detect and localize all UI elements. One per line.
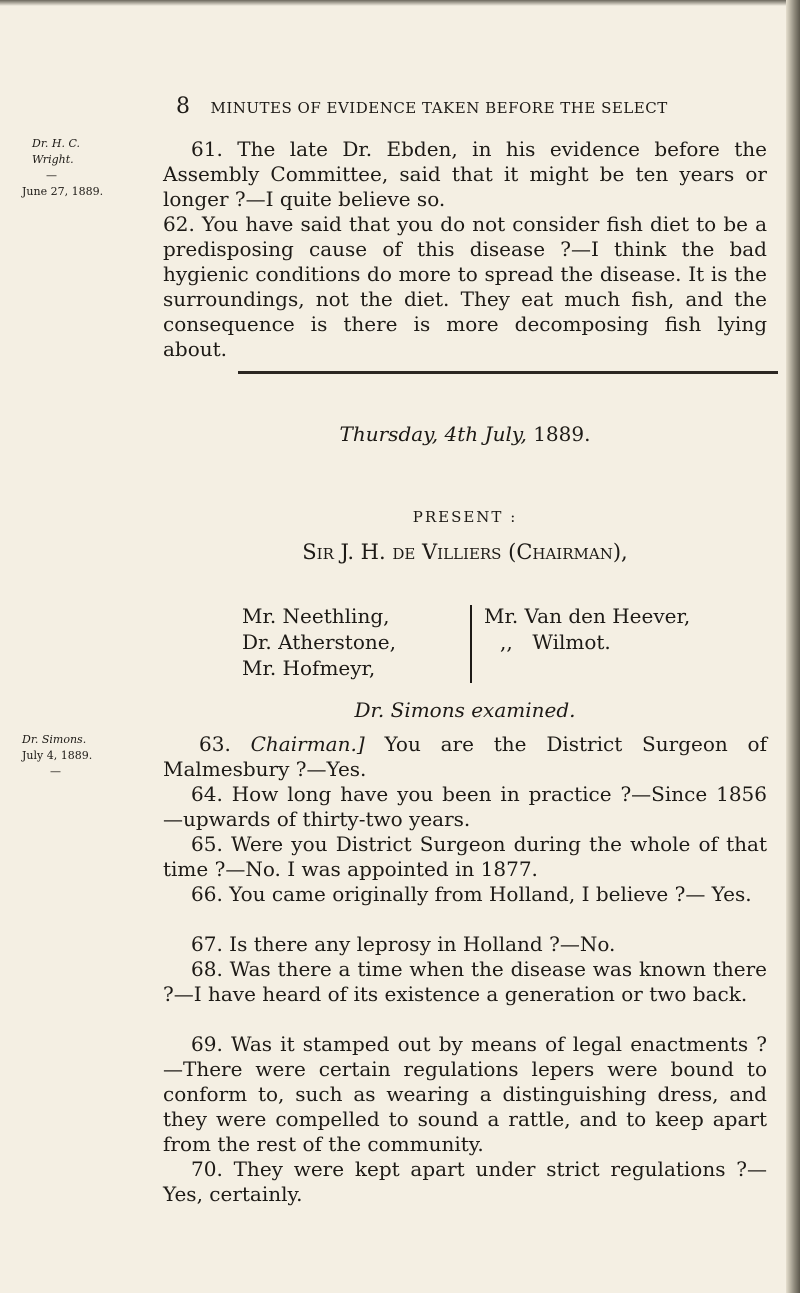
- question-text: You are the District Surgeon of Malmesbury ?—Yes.: [163, 732, 768, 781]
- question-number: 68.: [191, 957, 223, 981]
- question-text: They were kept apart under strict regulations ?— Yes, certainly.: [163, 1157, 767, 1206]
- member-name: Mr. Van den Heever,: [484, 604, 691, 628]
- question-61: [163, 137, 767, 212]
- question-65: [163, 832, 767, 882]
- question-text: Is there any leprosy in Holland ?—No.: [229, 932, 616, 956]
- date-day: 4th: [444, 422, 479, 446]
- question-text: The late Dr. Ebden, in his evidence before the Assembly Committee, said that it might be ten years or longer ?—I quite believe so.: [163, 137, 767, 211]
- question-number: 66.: [191, 882, 223, 906]
- member-name: Dr. Atherstone,: [242, 630, 396, 654]
- question-speaker: Chairman.]: [250, 732, 365, 756]
- date-year: 1889.: [533, 422, 591, 446]
- question-text: Was it stamped out by means of legal enactments ? —There were certain regulations lepers were bound to conform to, such as wearing a distinguishing dress, and they were compelled to sound a rattle, and to keep apart from the rest of the community.: [163, 1032, 767, 1156]
- running-title: MINUTES OF EVIDENCE TAKEN BEFORE THE SELECT: [210, 99, 668, 117]
- members-list: [242, 603, 772, 687]
- section-rule: [238, 371, 778, 374]
- page-number: 8: [176, 94, 191, 119]
- witness-examined: [163, 698, 767, 723]
- margin-dash: —: [50, 765, 61, 778]
- question-number: 61.: [191, 137, 223, 161]
- question-number: 62.: [163, 212, 195, 236]
- member-name: Mr. Neethling,: [242, 604, 390, 628]
- margin-date: July 4, 1889.: [22, 749, 93, 762]
- question-text: Was there a time when the disease was known there ?—I have heard of its existence a generation or two back.: [163, 957, 767, 1006]
- question-62: [163, 212, 767, 362]
- question-number: 65.: [191, 832, 223, 856]
- question-66: [163, 882, 767, 907]
- question-68: [163, 957, 767, 1007]
- margin-witness-name: Dr. H. C.: [32, 137, 80, 150]
- question-67: [163, 932, 767, 957]
- member-name: Mr. Hofmeyr,: [242, 656, 376, 680]
- running-header: [176, 94, 668, 119]
- question-number: 64.: [191, 782, 223, 806]
- question-number: 69.: [191, 1032, 223, 1056]
- members-left-column: [242, 603, 452, 681]
- present-label: PRESENT :: [412, 508, 518, 526]
- question-text: You came originally from Holland, I believe ?— Yes.: [229, 882, 752, 906]
- margin-date: June 27, 1889.: [22, 185, 104, 198]
- margin-dash: —: [46, 169, 57, 182]
- examined-line: Dr. Simons examined.: [354, 698, 576, 722]
- question-number: 67.: [191, 932, 223, 956]
- question-text: You have said that you do not consider fish diet to be a predisposing cause of this disease ?—I think the bad hygienic conditions do more to spread the disease. It is the surroundings, not the diet. They eat much fish, and the consequence is there is more decomposing fish lying about.: [163, 212, 767, 361]
- question-text: Were you District Surgeon during the whole of that time ?—No. I was appointed in 1877.: [163, 832, 767, 881]
- date-month: July,: [484, 422, 527, 446]
- member-name: Wilmot.: [532, 630, 611, 654]
- margin-note-wright: [22, 136, 103, 200]
- members-right-column: [472, 603, 784, 655]
- question-number: 70.: [191, 1157, 223, 1181]
- question-64: [163, 782, 767, 832]
- date-weekday: Thursday,: [339, 422, 439, 446]
- question-63: [163, 732, 767, 782]
- page-edge-shadow: [786, 0, 800, 1293]
- margin-witness-name-2: Wright.: [32, 153, 74, 166]
- question-text: How long have you been in practice ?—Since 1856 —upwards of thirty-two years.: [163, 782, 767, 831]
- ditto-mark: ,,: [500, 630, 513, 654]
- page-top-edge: [0, 0, 800, 6]
- question-70: [163, 1157, 767, 1207]
- session-date: [163, 422, 767, 447]
- margin-witness-name: Dr. Simons.: [22, 733, 87, 746]
- question-69: [163, 1032, 767, 1157]
- question-number: 63.: [199, 732, 231, 756]
- margin-note-simons: [22, 732, 92, 780]
- chairman-line: Sir J. H. de Villiers (Chairman),: [302, 540, 628, 564]
